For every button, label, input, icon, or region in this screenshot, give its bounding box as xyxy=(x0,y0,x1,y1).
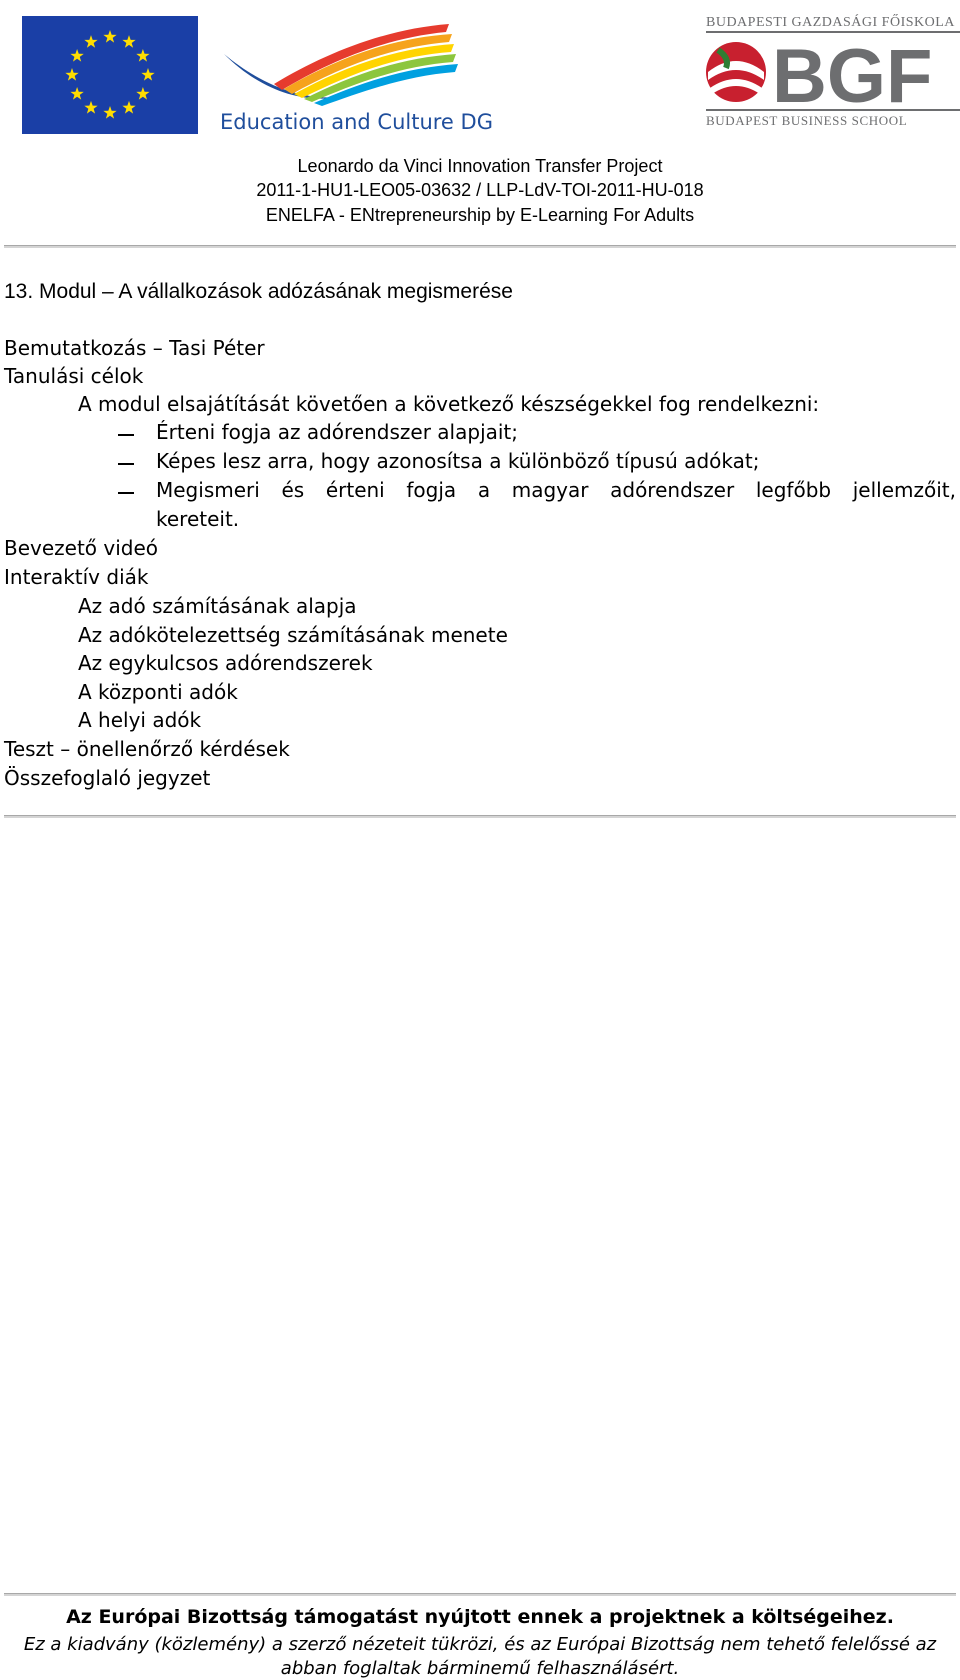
project-acronym: ENELFA - ENtrepreneurship by E-Learning For Adults xyxy=(265,205,695,225)
bgf-bottom-text: BUDAPEST BUSINESS SCHOOL xyxy=(706,113,908,128)
objective-item: Képes lesz arra, hogy azonosítsa a különböző típusú adókat; xyxy=(156,449,760,473)
eu-flag-icon xyxy=(22,16,198,134)
project-title: Leonardo da Vinci Innovation Transfer Project xyxy=(297,156,663,176)
slide-item: Az adó számításának alapja xyxy=(78,594,357,618)
header-logos xyxy=(0,0,960,150)
bgf-logo xyxy=(706,10,960,130)
test-item: Teszt – önellenőrző kérdések xyxy=(4,737,290,761)
objectives-heading: Tanulási célok xyxy=(4,364,144,388)
content-divider xyxy=(4,815,956,818)
bullet-dash-icon xyxy=(118,492,134,494)
lifelong-learning-logo xyxy=(214,14,514,110)
objectives-lead: A modul elsajátítását követően a következő készségekkel fog rendelkezni: xyxy=(78,392,820,416)
slide-item: Az adókötelezettség számításának menete xyxy=(78,623,508,647)
slide-item: A központi adók xyxy=(78,680,238,704)
footer-divider xyxy=(4,1593,956,1596)
bullet-dash-icon xyxy=(118,434,134,436)
project-code: 2011-1-HU1-LEO05-03632 / LLP-LdV-TOI-2011-HU-018 xyxy=(256,180,704,200)
summary-item: Összefoglaló jegyzet xyxy=(4,766,211,790)
video-item: Bevezető videó xyxy=(4,536,159,560)
objective-item-continued: kereteit. xyxy=(156,507,240,531)
disclaimer-line: abban foglaltak bárminemű felhasználásért. xyxy=(280,1658,680,1679)
objective-item: Érteni fogja az adórendszer alapjait; xyxy=(156,420,519,444)
header-divider xyxy=(4,245,956,248)
module-title: 13. Modul – A vállalkozások adózásának megismerése xyxy=(4,280,513,303)
bullet-dash-icon xyxy=(118,463,134,465)
slide-item: Az egykulcsos adórendszerek xyxy=(78,651,373,675)
bgf-top-text: BUDAPESTI GAZDASÁGI FŐISKOLA xyxy=(706,15,955,30)
funding-statement: Az Európai Bizottság támogatást nyújtott ennek a projektnek a költségeihez. xyxy=(66,1606,894,1628)
intro-item: Bemutatkozás – Tasi Péter xyxy=(4,336,265,360)
bgf-mark-text: BGF xyxy=(772,34,933,119)
slides-heading: Interaktív diák xyxy=(4,565,149,589)
disclaimer-line: Ez a kiadvány (közlemény) a szerző nézeteit tükrözi, és az Európai Bizottság nem tehető felelőssé az xyxy=(23,1634,937,1655)
slide-item: A helyi adók xyxy=(78,708,202,732)
dg-caption: Education and Culture DG xyxy=(220,110,493,134)
objective-item: Megismeri és érteni fogja a magyar adórendszer legfőbb jellemzőit, xyxy=(156,478,956,502)
